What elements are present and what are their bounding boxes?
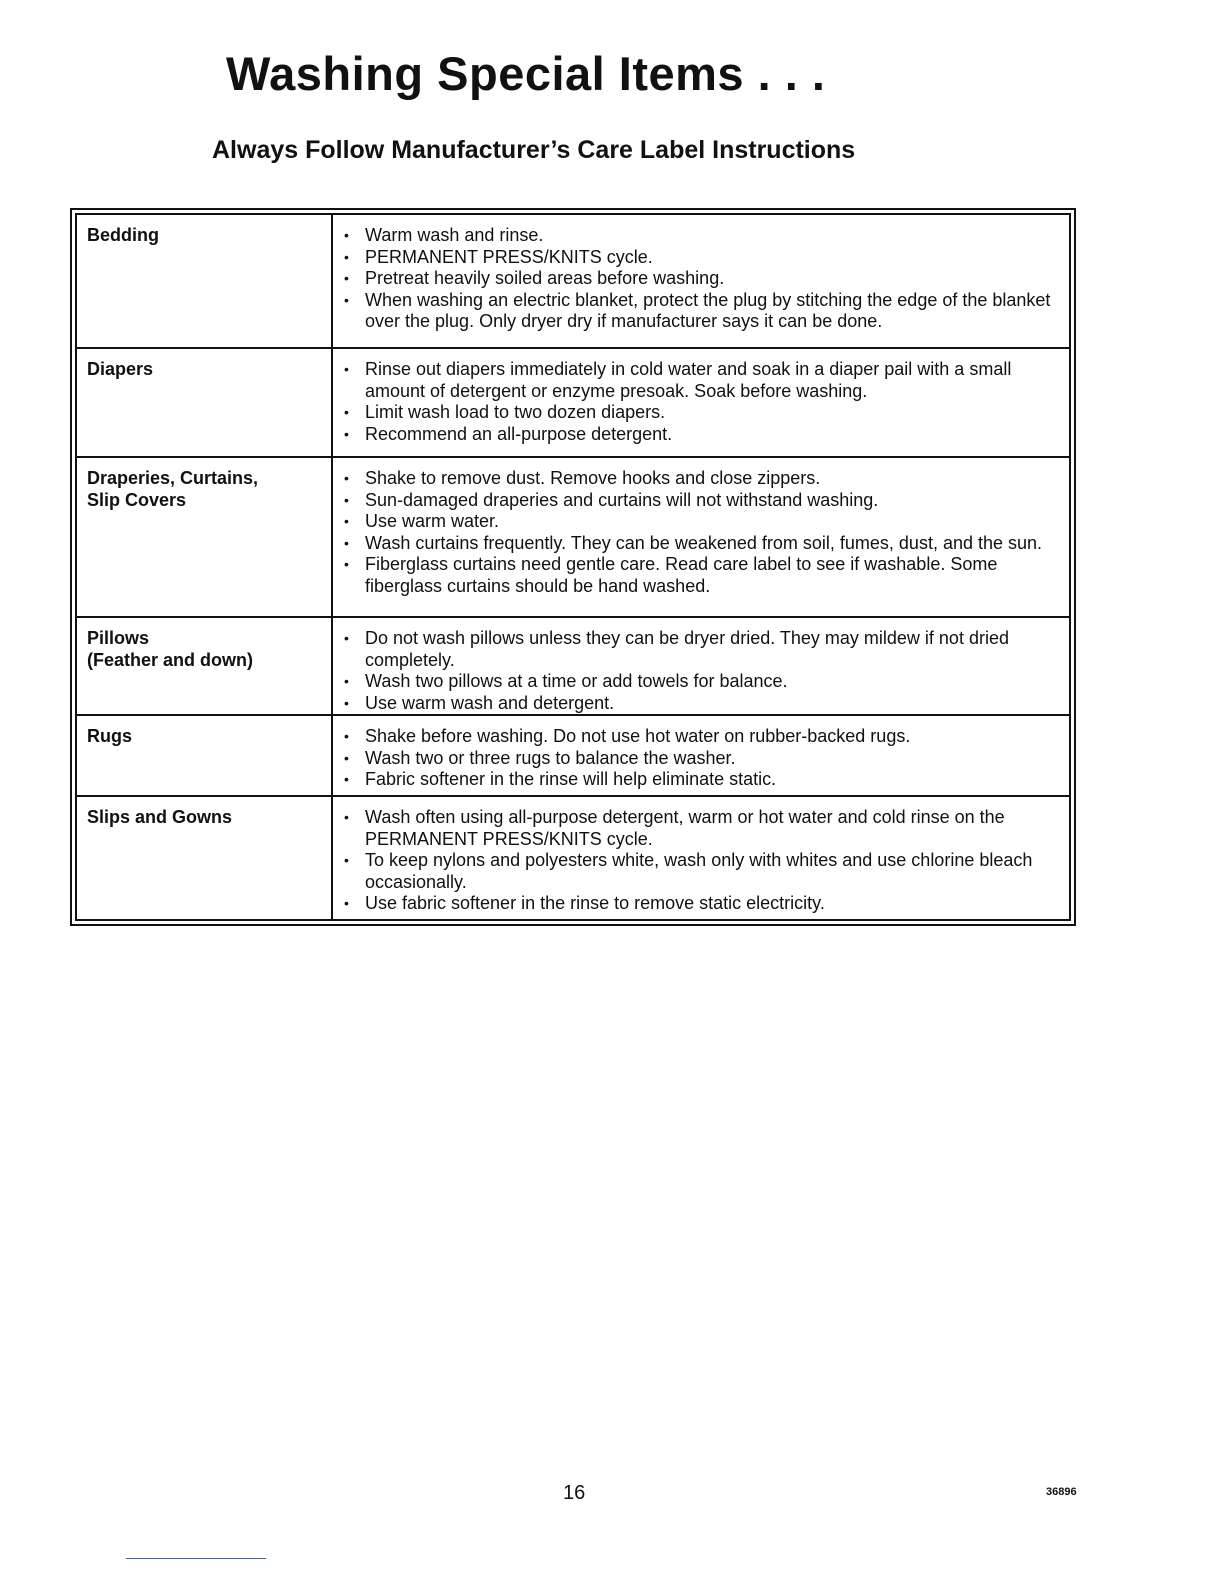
page-subtitle: Always Follow Manufacturer’s Care Label Instructions xyxy=(212,136,856,164)
item-name-line: Draperies, Curtains, xyxy=(87,468,259,488)
tip-item: • Wash often using all-purpose detergent, warm or hot water and cold rinse on the PERMANENT PRESS/KNITS cycle. xyxy=(343,807,1063,850)
tips-list xyxy=(343,225,1063,333)
tip-item: • Wash two pillows at a time or add towels for balance. xyxy=(343,671,1063,693)
tip-item: • Use fabric softener in the rinse to remove static electricity. xyxy=(343,893,1063,915)
tip-item: • Shake before washing. Do not use hot water on rubber-backed rugs. xyxy=(343,726,1063,748)
tips-list xyxy=(343,359,1063,445)
item-name-line: Diapers xyxy=(87,359,154,379)
table-row-draperies xyxy=(76,457,1070,617)
tip-item: • Wash two or three rugs to balance the washer. xyxy=(343,748,1063,770)
tip-item: • Pretreat heavily soiled areas before washing. xyxy=(343,268,1063,290)
document-code: 36896 xyxy=(1046,1486,1077,1498)
tips-cell xyxy=(332,348,1070,457)
item-name-line: Rugs xyxy=(87,726,132,746)
tip-item: • Fiberglass curtains need gentle care. Read care label to see if washable. Some fiberglass curtains should be hand washed. xyxy=(343,554,1063,597)
tip-item: • When washing an electric blanket, protect the plug by stitching the edge of the blanket over the plug. Only dryer dry if manufacturer says it can be done. xyxy=(343,290,1063,333)
tips-cell xyxy=(332,214,1070,348)
tip-item: • Warm wash and rinse. xyxy=(343,225,1063,247)
tip-item: • Sun-damaged draperies and curtains will not withstand washing. xyxy=(343,490,1063,512)
care-table-frame xyxy=(70,208,1076,926)
item-name-line: Pillows xyxy=(87,628,150,648)
tips-cell xyxy=(332,796,1070,920)
tips-cell xyxy=(332,617,1070,715)
table-row-rugs xyxy=(76,715,1070,796)
table-row-slips xyxy=(76,796,1070,920)
tip-item: • Use warm water. xyxy=(343,511,1063,533)
care-table xyxy=(75,213,1071,921)
item-name xyxy=(76,617,332,715)
tip-item: • Recommend an all-purpose detergent. xyxy=(343,424,1063,446)
tips-cell xyxy=(332,457,1070,617)
table-row-pillows xyxy=(76,617,1070,715)
item-name-line: Slips and Gowns xyxy=(87,807,233,827)
tips-list xyxy=(343,807,1063,915)
tip-item: • Wash curtains frequently. They can be weakened from soil, fumes, dust, and the sun. xyxy=(343,533,1063,555)
page-title: Washing Special Items . . . xyxy=(226,47,826,100)
tip-item: • Limit wash load to two dozen diapers. xyxy=(343,402,1063,424)
table-row-bedding xyxy=(76,214,1070,348)
item-name xyxy=(76,214,332,348)
item-name xyxy=(76,796,332,920)
table-row-diapers xyxy=(76,348,1070,457)
tip-item: • PERMANENT PRESS/KNITS cycle. xyxy=(343,247,1063,269)
item-name xyxy=(76,348,332,457)
tip-item: • Fabric softener in the rinse will help eliminate static. xyxy=(343,769,1063,791)
tip-item: • To keep nylons and polyesters white, wash only with whites and use chlorine bleach occasionally. xyxy=(343,850,1063,893)
tips-list xyxy=(343,468,1063,597)
tips-cell xyxy=(332,715,1070,796)
item-name xyxy=(76,457,332,617)
tip-item: • Shake to remove dust. Remove hooks and close zippers. xyxy=(343,468,1063,490)
item-name-line: (Feather and down) xyxy=(87,649,253,670)
page-number: 16 xyxy=(563,1482,586,1504)
tip-item: • Rinse out diapers immediately in cold water and soak in a diaper pail with a small amount of detergent or enzyme presoak. Soak before washing. xyxy=(343,359,1063,402)
tip-item: • Use warm wash and detergent. xyxy=(343,693,1063,715)
item-name-line: Slip Covers xyxy=(87,489,187,510)
bottom-rule xyxy=(126,1558,266,1559)
item-name-line: Bedding xyxy=(87,225,159,245)
tips-list xyxy=(343,726,1063,791)
tips-list xyxy=(343,628,1063,714)
item-name xyxy=(76,715,332,796)
tip-item: • Do not wash pillows unless they can be dryer dried. They may mildew if not dried completely. xyxy=(343,628,1063,671)
